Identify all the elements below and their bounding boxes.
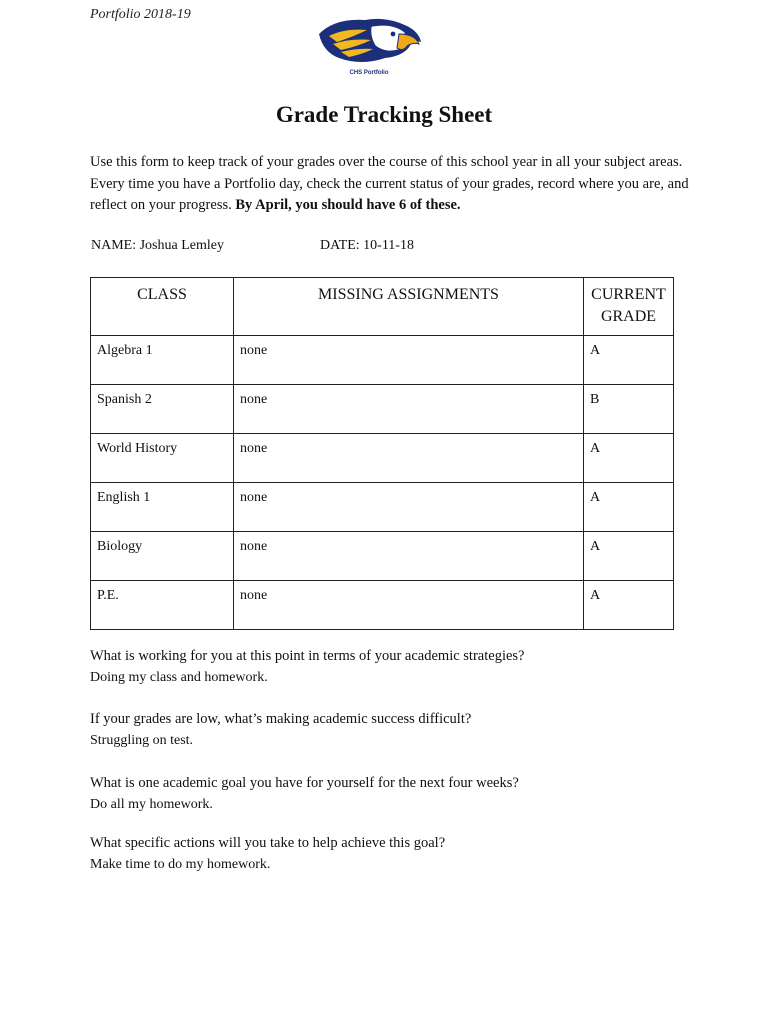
- reflection-question-1: [90, 646, 524, 688]
- class-cell: P.E.: [91, 581, 234, 630]
- page-title: Grade Tracking Sheet: [275, 102, 493, 127]
- question-text: What is one academic goal you have for yourself for the next four weeks?: [90, 775, 519, 791]
- grade-cell: B: [584, 385, 674, 434]
- table-row: [91, 581, 674, 630]
- question-text: What is working for you at this point in terms of your academic strategies?: [90, 648, 525, 664]
- missing-cell: none: [234, 336, 584, 385]
- answer-text: Make time to do my homework.: [90, 857, 271, 872]
- form-date: DATE: 10-11-18: [320, 238, 414, 253]
- missing-cell: none: [234, 434, 584, 483]
- answer-text: Doing my class and homework.: [90, 670, 268, 685]
- grades-table: [90, 277, 674, 630]
- class-cell: World History: [91, 434, 234, 483]
- header-missing-assignments: MISSING ASSIGNMENTS: [234, 278, 584, 336]
- grade-cell: A: [584, 532, 674, 581]
- table-row: [91, 532, 674, 581]
- table-row: [91, 483, 674, 532]
- reflection-question-4: [90, 833, 445, 875]
- class-cell: Spanish 2: [91, 385, 234, 434]
- missing-cell: none: [234, 532, 584, 581]
- student-name: NAME: Joshua Lemley: [91, 238, 224, 253]
- class-cell: Biology: [91, 532, 234, 581]
- reflection-question-2: [90, 709, 471, 751]
- answer-text: Struggling on test.: [90, 733, 194, 748]
- table-row: [91, 336, 674, 385]
- header-class: CLASS: [91, 278, 234, 336]
- portfolio-year-note: Portfolio 2018-19: [90, 7, 191, 22]
- table-header-row: [91, 278, 674, 336]
- header-current-grade: CURRENT GRADE: [584, 278, 674, 336]
- answer-text: Do all my homework.: [90, 797, 213, 812]
- class-cell: Algebra 1: [91, 336, 234, 385]
- class-cell: English 1: [91, 483, 234, 532]
- school-logo: [313, 12, 425, 84]
- grade-cell: A: [584, 434, 674, 483]
- intro-emphasis: By April, you should have 6 of these.: [235, 197, 461, 213]
- missing-cell: none: [234, 385, 584, 434]
- missing-cell: none: [234, 483, 584, 532]
- table-row: [91, 385, 674, 434]
- grade-cell: A: [584, 336, 674, 385]
- eagle-logo-icon: [315, 12, 423, 70]
- question-text: What specific actions will you take to help achieve this goal?: [90, 835, 446, 851]
- table-row: [91, 434, 674, 483]
- intro-text: Use this form to keep track of your grades over the course of this school year in all your subject areas. Every time you have a Portfolio day, check the current status of your grades, record where you are, and reflect on your progress.: [90, 154, 689, 213]
- reflection-question-3: [90, 773, 519, 815]
- question-text: If your grades are low, what’s making academic success difficult?: [90, 711, 472, 727]
- grade-cell: A: [584, 581, 674, 630]
- intro-paragraph: [90, 152, 690, 217]
- grade-cell: A: [584, 483, 674, 532]
- logo-caption: CHS Portfolio: [349, 70, 389, 76]
- missing-cell: none: [234, 581, 584, 630]
